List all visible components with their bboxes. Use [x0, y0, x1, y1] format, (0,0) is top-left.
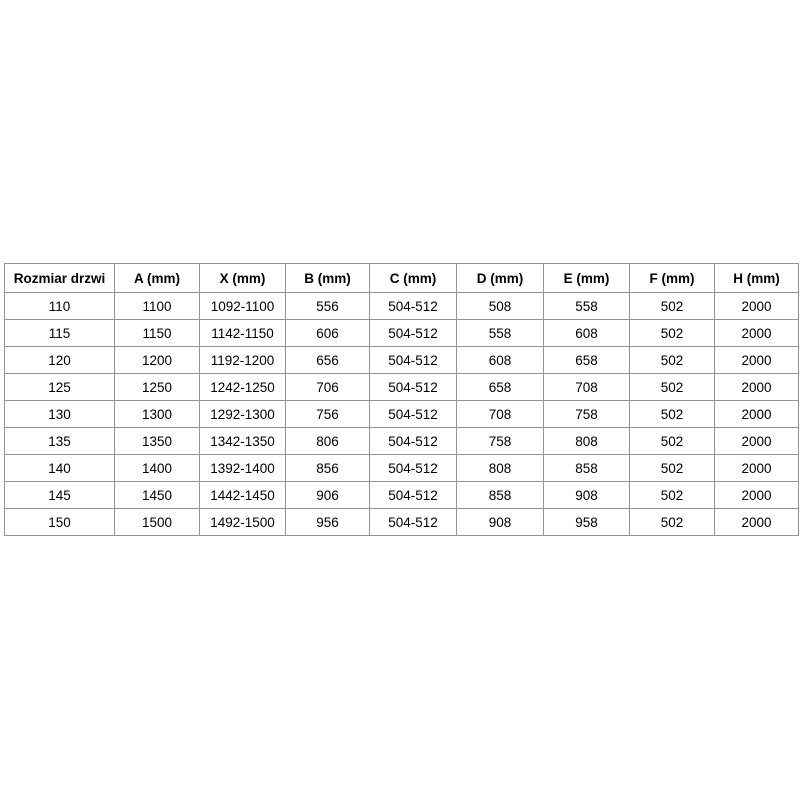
table-body [5, 293, 799, 536]
column-header-cell: H (mm) [715, 264, 799, 293]
door-size-table [4, 263, 799, 536]
table-cell: 2000 [715, 320, 799, 347]
table-cell: 502 [630, 482, 715, 509]
table-cell: 708 [457, 401, 544, 428]
table-cell: 806 [286, 428, 370, 455]
table-cell: 2000 [715, 455, 799, 482]
table-row [5, 401, 799, 428]
table-cell: 504-512 [370, 374, 457, 401]
table-cell: 1350 [115, 428, 200, 455]
table-cell: 608 [457, 347, 544, 374]
table-cell: 508 [457, 293, 544, 320]
table-cell: 115 [5, 320, 115, 347]
table-cell: 2000 [715, 401, 799, 428]
table-cell: 658 [544, 347, 630, 374]
table-row [5, 374, 799, 401]
table-cell: 608 [544, 320, 630, 347]
table-cell: 504-512 [370, 293, 457, 320]
table-cell: 606 [286, 320, 370, 347]
table-cell: 1450 [115, 482, 200, 509]
table-cell: 758 [544, 401, 630, 428]
table-cell: 502 [630, 455, 715, 482]
table-cell: 1300 [115, 401, 200, 428]
table-cell: 502 [630, 509, 715, 536]
table-cell: 125 [5, 374, 115, 401]
table-cell: 558 [544, 293, 630, 320]
table-cell: 658 [457, 374, 544, 401]
table-cell: 856 [286, 455, 370, 482]
table-cell: 1100 [115, 293, 200, 320]
table-cell: 2000 [715, 374, 799, 401]
table-cell: 758 [457, 428, 544, 455]
table-cell: 558 [457, 320, 544, 347]
table-cell: 1442-1450 [200, 482, 286, 509]
table-cell: 504-512 [370, 482, 457, 509]
table-cell: 556 [286, 293, 370, 320]
table-cell: 656 [286, 347, 370, 374]
table-cell: 1142-1150 [200, 320, 286, 347]
table-cell: 150 [5, 509, 115, 536]
table-cell: 906 [286, 482, 370, 509]
table-row [5, 293, 799, 320]
table-cell: 1392-1400 [200, 455, 286, 482]
table-cell: 504-512 [370, 347, 457, 374]
table-cell: 756 [286, 401, 370, 428]
table-cell: 2000 [715, 428, 799, 455]
table-cell: 504-512 [370, 320, 457, 347]
table-cell: 2000 [715, 509, 799, 536]
table-header-row [5, 264, 799, 293]
table-cell: 808 [544, 428, 630, 455]
column-header-cell: X (mm) [200, 264, 286, 293]
table-row [5, 347, 799, 374]
table-header [5, 264, 799, 293]
table-cell: 502 [630, 428, 715, 455]
table-cell: 958 [544, 509, 630, 536]
table-cell: 2000 [715, 482, 799, 509]
table-cell: 504-512 [370, 401, 457, 428]
table-cell: 908 [544, 482, 630, 509]
table-cell: 135 [5, 428, 115, 455]
table-cell: 706 [286, 374, 370, 401]
table-cell: 110 [5, 293, 115, 320]
table-cell: 502 [630, 401, 715, 428]
table-row [5, 455, 799, 482]
table-row [5, 509, 799, 536]
column-header-cell: F (mm) [630, 264, 715, 293]
table-cell: 140 [5, 455, 115, 482]
table-cell: 1092-1100 [200, 293, 286, 320]
table-cell: 808 [457, 455, 544, 482]
table-cell: 858 [544, 455, 630, 482]
table-cell: 145 [5, 482, 115, 509]
table-cell: 502 [630, 347, 715, 374]
column-header-cell: E (mm) [544, 264, 630, 293]
table-cell: 2000 [715, 347, 799, 374]
column-header-cell: D (mm) [457, 264, 544, 293]
table-cell: 504-512 [370, 428, 457, 455]
column-header-cell: A (mm) [115, 264, 200, 293]
table-cell: 1292-1300 [200, 401, 286, 428]
table-cell: 120 [5, 347, 115, 374]
table-cell: 1200 [115, 347, 200, 374]
table-cell: 1500 [115, 509, 200, 536]
table-cell: 504-512 [370, 455, 457, 482]
table-cell: 1492-1500 [200, 509, 286, 536]
table-cell: 502 [630, 293, 715, 320]
table-cell: 2000 [715, 293, 799, 320]
table-cell: 504-512 [370, 509, 457, 536]
table-cell: 956 [286, 509, 370, 536]
table-cell: 1342-1350 [200, 428, 286, 455]
table-cell: 908 [457, 509, 544, 536]
column-header-cell: Rozmiar drzwi [5, 264, 115, 293]
table-cell: 130 [5, 401, 115, 428]
table-cell: 502 [630, 320, 715, 347]
table-cell: 1192-1200 [200, 347, 286, 374]
table-cell: 1250 [115, 374, 200, 401]
column-header-cell: B (mm) [286, 264, 370, 293]
table-cell: 708 [544, 374, 630, 401]
table-row [5, 428, 799, 455]
table-cell: 1150 [115, 320, 200, 347]
table-cell: 858 [457, 482, 544, 509]
table-row [5, 320, 799, 347]
table-cell: 1242-1250 [200, 374, 286, 401]
table-cell: 1400 [115, 455, 200, 482]
column-header-cell: C (mm) [370, 264, 457, 293]
table-row [5, 482, 799, 509]
table-cell: 502 [630, 374, 715, 401]
